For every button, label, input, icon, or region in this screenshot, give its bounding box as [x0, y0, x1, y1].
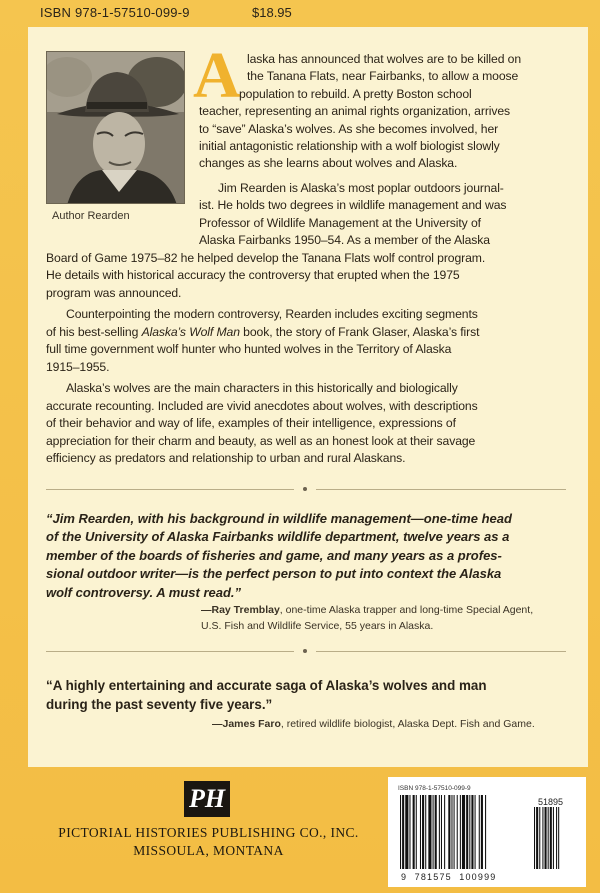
blurb-line: changes as she learns about wolves and Alaska.	[199, 156, 458, 170]
blurb-line: accurate recounting. Included are vivid anecdotes about wolves, with descriptions	[46, 399, 478, 413]
quote-attribution-tremblay-2: U.S. Fish and Wildlife Service, 55 years in Alaska.	[201, 620, 434, 632]
blurb-line: Alaska’s wolves are the main characters in this historically and biologically	[66, 381, 458, 395]
barcode-price-code: 51895	[538, 797, 564, 807]
barcode-digits-right: 100999	[459, 872, 497, 882]
blurb-line: Alaska Fairbanks 1950–54. As a member of the Alaska	[199, 233, 490, 247]
blurb-line: teacher, representing an animal rights organization, arrives	[199, 104, 511, 118]
barcode-icon	[396, 795, 580, 871]
blurb-line: Board of Game 1975–82 he helped develop the Tanana Flats wolf control program.	[46, 251, 486, 265]
drop-cap: A	[193, 39, 241, 112]
blurb-line: of their behavior and way of life, examples of their intelligence, expressions of	[46, 416, 456, 430]
review-quote-faro	[46, 677, 566, 714]
blurb-line: initial antagonistic relationship with a wolf biologist slowly	[199, 139, 500, 153]
divider-ornament	[303, 487, 307, 491]
quote-line: during the past seventy five years.”	[46, 696, 273, 712]
quote-line: of the University of Alaska Fairbanks wildlife department, twelve years as a	[46, 529, 510, 545]
isbn-label: ISBN 978-1-57510-099-9	[40, 5, 190, 20]
blurb-line: population to rebuild. A pretty Boston school	[239, 87, 472, 101]
quote-line: wolf controversy. A must read.”	[46, 584, 242, 600]
book-title-italic: Alaska’s Wolf Man	[141, 325, 240, 339]
blurb-line: appreciation for their charm and beauty, as well as an honest look at their savage	[46, 434, 476, 448]
publisher-name: PICTORIAL HISTORIES PUBLISHING CO., INC.	[58, 825, 359, 840]
publisher-logo: PH	[184, 781, 230, 817]
barcode-digit-lead: 9	[401, 872, 408, 882]
attribution-name: —James Faro	[212, 718, 281, 730]
attribution-detail: , retired wildlife biologist, Alaska Dept. Fish and Game.	[280, 718, 535, 730]
quote-line: sional outdoor writer—is the perfect person to put into context the Alaska	[46, 566, 502, 582]
price-label: $18.95	[252, 5, 292, 20]
barcode-digits	[401, 872, 497, 882]
blurb-line: Counterpointing the modern controversy, Rearden includes exciting segments	[66, 307, 478, 321]
barcode-digits-left: 781575	[414, 872, 452, 882]
blurb-line: He details with historical accuracy the controversy that erupted when the 1975	[46, 268, 460, 282]
quote-attribution-faro	[212, 718, 535, 730]
blurb-line: full time government wolf hunter who hunted wolves in the Territory of Alaska	[46, 342, 452, 356]
author-photo	[46, 51, 185, 204]
blurb-line: laska has announced that wolves are to be killed on	[247, 52, 522, 66]
attribution-detail: , one-time Alaska trapper and long-time Special Agent,	[279, 604, 534, 616]
publisher-city: MISSOULA, MONTANA	[133, 843, 284, 858]
quote-line: member of the boards of fisheries and game, and many years as a profes-	[46, 547, 502, 563]
photo-caption: Author Rearden	[52, 210, 130, 222]
barcode-isbn: ISBN 978-1-57510-099-9	[398, 785, 471, 792]
divider-left	[46, 489, 294, 490]
blurb-segment: of his best-selling	[46, 325, 142, 339]
blurb-line: efficiency as predators and relationship to urban and rural Alaskans.	[46, 451, 406, 465]
blurb-line: ist. He holds two degrees in wildlife management and was	[199, 198, 507, 212]
divider-right-2	[316, 651, 566, 652]
quote-line: “Jim Rearden, with his background in wildlife management—one-time head	[46, 511, 512, 526]
attribution-name: —Ray Tremblay	[201, 604, 280, 616]
quote-line: “A highly entertaining and accurate saga of Alaska’s wolves and man	[46, 678, 487, 693]
author-portrait-image	[47, 52, 185, 204]
blurb-line: to “save” Alaska’s wolves. As she becomes involved, her	[199, 122, 499, 136]
blurb-line: program was announced.	[46, 286, 182, 300]
blurb-segment: book, the story of Frank Glaser, Alaska’s first	[239, 325, 480, 339]
top-bar	[0, 0, 600, 26]
blurb-line: Professor of Wildlife Management at the University of	[199, 216, 481, 230]
quote-attribution-tremblay	[201, 604, 533, 616]
publisher-info	[36, 824, 381, 860]
blurb-line: Jim Rearden is Alaska’s most poplar outdoors journal-	[218, 181, 504, 195]
divider-left-2	[46, 651, 294, 652]
blurb-line: 1915–1955.	[46, 360, 110, 374]
review-quote-tremblay	[46, 510, 566, 602]
blurb-line: the Tanana Flats, near Fairbanks, to allow a moose	[247, 69, 519, 83]
blurb-line	[46, 324, 479, 341]
divider-ornament-2	[303, 649, 307, 653]
divider-right	[316, 489, 566, 490]
